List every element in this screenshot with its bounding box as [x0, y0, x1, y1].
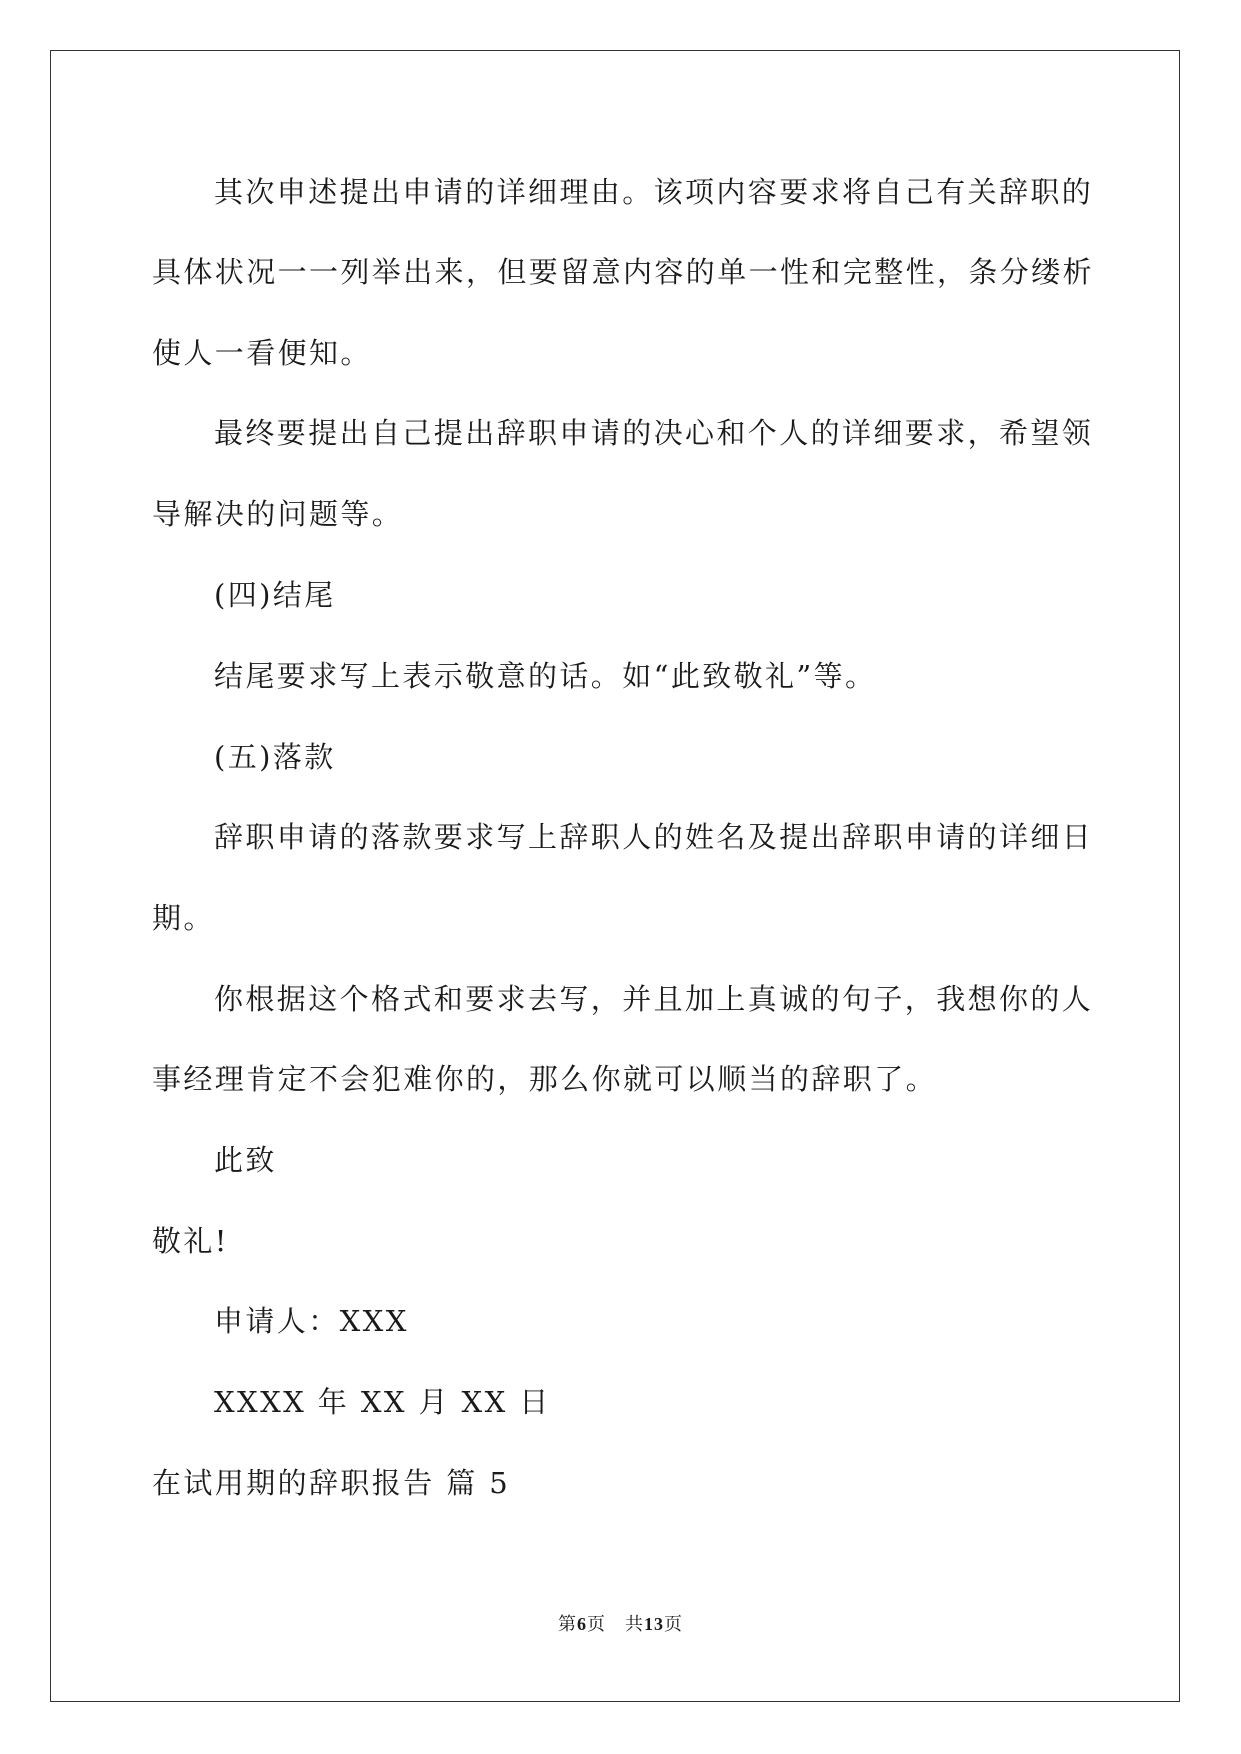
page-footer	[0, 1612, 1241, 1636]
paragraph-line: 其次申述提出申请的详细理由。该项内容要求将自己有关辞职的	[214, 175, 1094, 209]
page-prefix: 第	[558, 1614, 577, 1634]
paragraph-line: 最终要提出自己提出辞职申请的决心和个人的详细要求，希望领	[214, 416, 1094, 450]
signature-date: XXXX 年 XX 月 XX 日	[214, 1385, 551, 1419]
section-heading: (五)落款	[214, 740, 336, 774]
section-heading: (四)结尾	[214, 578, 336, 612]
paragraph-line: 事经理肯定不会犯难你的，那么你就可以顺当的辞职了。	[152, 1062, 938, 1096]
closing-salutation: 此致	[214, 1143, 277, 1177]
page-total-number: 13	[644, 1614, 664, 1634]
next-section-title: 在试用期的辞职报告 篇 5	[152, 1466, 511, 1500]
paragraph-line: 辞职申请的落款要求写上辞职人的姓名及提出辞职申请的详细日	[214, 820, 1094, 854]
page-frame	[50, 50, 1180, 1702]
paragraph-line: 你根据这个格式和要求去写，并且加上真诚的句子，我想你的人	[214, 982, 1094, 1016]
page-mid: 页 共	[587, 1614, 644, 1634]
applicant-signature: 申请人：XXX	[214, 1304, 409, 1338]
paragraph-line: 期。	[152, 901, 215, 935]
paragraph-line: 使人一看便知。	[152, 336, 372, 370]
paragraph-line: 导解决的问题等。	[152, 497, 404, 531]
page-suffix: 页	[664, 1614, 683, 1634]
closing-salutation: 敬礼!	[152, 1224, 229, 1258]
paragraph-line: 具体状况一一列举出来，但要留意内容的单一性和完整性，条分缕析	[152, 255, 1095, 289]
paragraph-line: 结尾要求写上表示敬意的话。如“此致敬礼”等。	[214, 659, 877, 693]
page-current-number: 6	[577, 1614, 587, 1634]
